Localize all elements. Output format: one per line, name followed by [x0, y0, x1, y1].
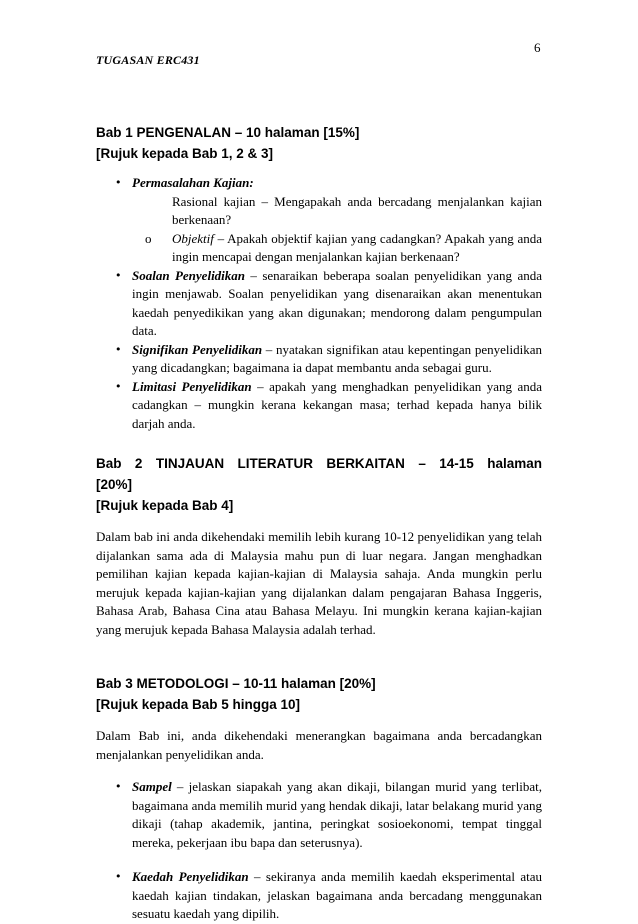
bullet-icon: • — [115, 780, 122, 793]
bab2-ref: [Rujuk kepada Bab 4] — [96, 498, 234, 513]
kaedah-term: Kaedah Penyelidikan — [132, 869, 249, 884]
soalan-term: Soalan Penyelidikan — [132, 267, 246, 283]
page-content — [96, 122, 542, 924]
bullet-icon: • — [115, 379, 122, 393]
bab1-list — [96, 174, 542, 433]
objektif-term: Objektif — [172, 230, 214, 246]
list-item-kaedah — [96, 868, 542, 924]
bullet-icon: • — [115, 176, 122, 189]
soalan-text: – senaraikan beberapa soalan penyelidikan yang anda ingin menjawab. Soalan penyelidikan yang disenaraikan akan menentukan kaedah penyedikikan yang akan digunakan; mendorong dalam pengumpulan data. — [132, 267, 543, 338]
kaedah-text: – sekiranya anda memilih kaedah eksperimental atau kaedah kajian tindakan, jelaskan bagaimana anda bercadang menggunakan sesuatu kaedah yang dipilih. — [132, 869, 542, 921]
bab3-paragraph: Dalam Bab ini, anda dikehendaki menerangkan bagaimana anda bercadangkan menjalankan penyelidikan anda. — [96, 728, 542, 762]
permasalahan-text: Rasional kajian – Mengapakah anda bercadang menjalankan kajian berkenaan? — [172, 193, 542, 227]
list-item-permasalahan — [96, 174, 542, 267]
bab3-ref: [Rujuk kepada Bab 5 hingga 10] — [96, 697, 301, 712]
sampel-term: Sampel — [132, 779, 172, 794]
bab3-title: Bab 3 METODOLOGI – 10-11 halaman [20%] — [96, 676, 376, 691]
list-item-soalan — [96, 267, 542, 341]
sub-bullet-icon: o — [145, 230, 152, 246]
list-item-limitasi — [96, 378, 542, 434]
sub-item-objektif — [132, 230, 542, 267]
signifikan-term: Signifikan Penyelidikan — [132, 341, 263, 357]
limitasi-text: – apakah yang menghadkan penyelidikan yang anda cadangkan – mungkin kerana kekangan masa; terhad kepada hanya bilik darjah anda. — [132, 378, 542, 431]
sampel-text: – jelaskan siapakah yang akan dikaji, bilangan murid yang terlibat, bagaimana anda memilih murid yang hendak dikaji, latar belakang murid yang dikaji (tahap akademik, jantina, peringkat sosioekonomi, tempat tinggal mereka, pekerjaan ibu bapa dan seterusnya). — [132, 779, 542, 850]
bullet-icon: • — [115, 342, 122, 356]
bab1-title: Bab 1 PENGENALAN – 10 halaman [15%] — [96, 125, 360, 140]
objektif-text: – Apakah objektif kajian yang cadangkan? Apakah yang anda ingin mencapai dengan menjalankan kajian berkenaan? — [172, 230, 542, 264]
page-number: 6 — [534, 40, 541, 55]
bab2-paragraph: Dalam bab ini anda dikehendaki memilih lebih kurang 10-12 penyelidikan yang telah dijalankan sama ada di Malaysia mahu pun di luar negara. Jangan menghadkan pemilihan kajian kepada kajian-kajian di Malaysia sahaja. Anda mungkin perlu merujuk kepada kajian-kajian yang dijalankan dalam pengajaran Bahasa Inggeris, Bahasa Arab, Bahasa Cina atau Bahasa Melayu. Ini mungkin kerana kajian-kajian yang merujuk kepada Bahasa Malaysia adalah terhad. — [96, 529, 542, 637]
bab2-title-line1: Bab 2 TINJAUAN LITERATUR BERKAITAN – 14-15 halaman — [96, 456, 542, 471]
page-header: TUGASAN ERC431 — [96, 53, 200, 67]
bab1-ref: [Rujuk kepada Bab 1, 2 & 3] — [96, 146, 274, 161]
bullet-icon: • — [115, 268, 122, 282]
permasalahan-term: Permasalahan Kajian: — [132, 175, 254, 190]
bab2-title-line2: [20%] — [96, 477, 133, 492]
bullet-icon: • — [115, 870, 122, 883]
signifikan-text: – nyatakan signifikan atau kepentingan penyelidikan yang dicadangkan; bagaimana ia dapat membantu anda sebagai guru. — [132, 341, 542, 375]
list-item-signifikan — [96, 341, 542, 378]
limitasi-term: Limitasi Penyelidikan — [132, 378, 252, 394]
list-item-sampel — [96, 778, 542, 852]
